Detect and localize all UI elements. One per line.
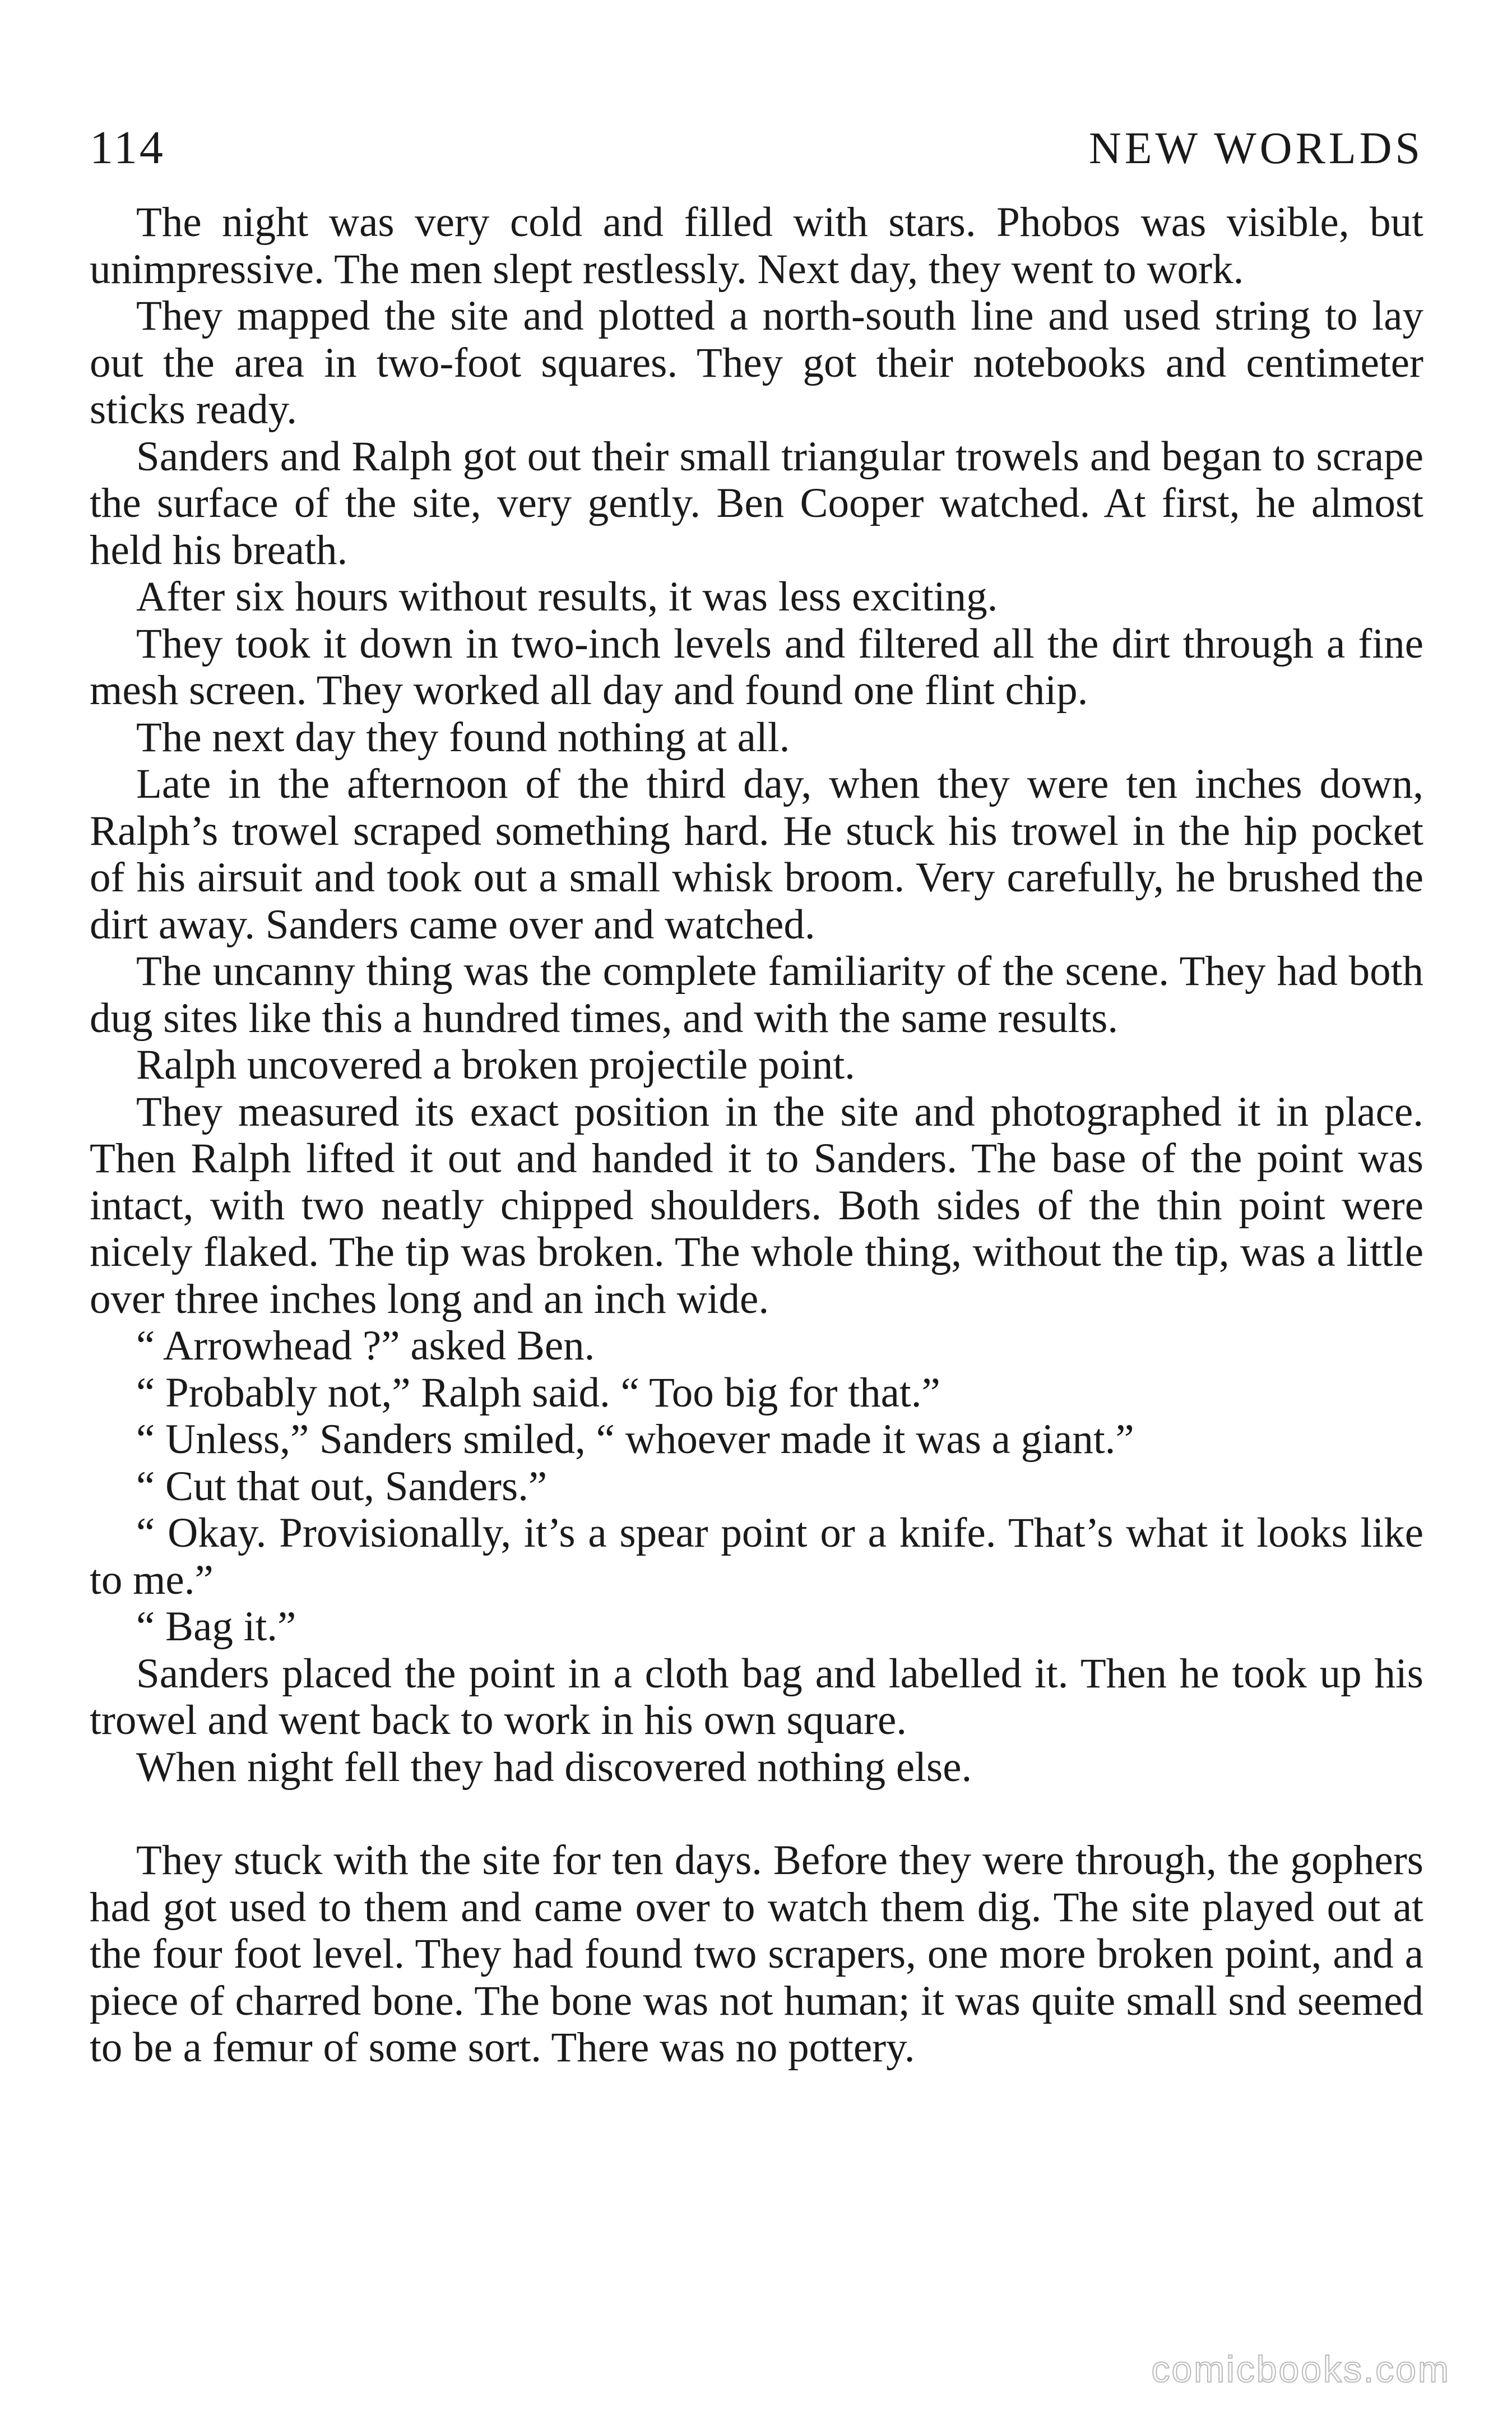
page-number: 114 <box>90 122 165 174</box>
paragraph: The next day they found nothing at all. <box>136 714 790 761</box>
paragraph: They measured its exact position in the site and photographed it in place. Then Ralph lifted it out and handed it to Sanders. The base of the point was intact, with two neatly chipped shoulders. Both sides of the thin point were nicely flaked. The tip was broken. The whole thing, without the tip, was a little over three inches long and an inch wide. <box>90 1088 1423 1322</box>
paragraph: The night was very cold and filled with stars. Phobos was visible, but unimpressive. The men slept restlessly. Next day, they went to work. <box>90 199 1423 293</box>
dialogue-line: “ Probably not,” Ralph said. “ Too big for that.” <box>136 1369 940 1416</box>
paragraph: Sanders placed the point in a cloth bag and labelled it. Then he took up his trowel and went back to work in his own square. <box>90 1650 1423 1743</box>
dialogue-line: “ Okay. Provisionally, it’s a spear point or a knife. That’s what it looks like to me.” <box>90 1510 1423 1603</box>
section-break <box>90 1791 1423 1837</box>
paragraph: The uncanny thing was the complete familiarity of the scene. They had both dug sites like this a hundred times, and with the same results. <box>90 948 1423 1042</box>
paragraph: They mapped the site and plotted a north-south line and used string to lay out the area in two-foot squares. They got their notebooks and centimeter sticks ready. <box>90 293 1423 433</box>
paragraph: Late in the afternoon of the third day, when they were ten inches down, Ralph’s trowel scraped something hard. He stuck his trowel in the hip pocket of his airsuit and took out a small whisk broom. Very carefully, he brushed the dirt away. Sanders came over and watched. <box>90 761 1423 948</box>
story-text <box>90 199 1423 2071</box>
dialogue-line: “ Unless,” Sanders smiled, “ whoever made it was a giant.” <box>136 1416 1134 1463</box>
paragraph: After six hours without results, it was less exciting. <box>136 573 998 620</box>
paragraph: Sanders and Ralph got out their small triangular trowels and began to scrape the surface of the site, very gently. Ben Cooper watched. At first, he almost held his breath. <box>90 433 1423 573</box>
page-header <box>90 121 1423 199</box>
book-page <box>90 121 1423 2071</box>
paragraph: They took it down in two-inch levels and filtered all the dirt through a fine mesh screen. They worked all day and found one flint chip. <box>90 620 1423 714</box>
dialogue-line: “ Arrowhead ?” asked Ben. <box>136 1322 595 1369</box>
paragraph: They stuck with the site for ten days. Before they were through, the gophers had got used to them and came over to watch them dig. The site played out at the four foot level. They had found two scrapers, one more broken point, and a piece of charred bone. The bone was not human; it was quite small snd seemed to be a femur of some sort. There was no pottery. <box>90 1837 1423 2071</box>
running-head: NEW WORLDS <box>1088 124 1423 173</box>
paragraph: When night fell they had discovered nothing else. <box>136 1743 972 1791</box>
dialogue-line: “ Cut that out, Sanders.” <box>136 1463 548 1510</box>
paragraph: Ralph uncovered a broken projectile point. <box>136 1042 855 1088</box>
site-watermark: comicbooks.com <box>1151 2348 1450 2390</box>
dialogue-line: “ Bag it.” <box>136 1603 296 1650</box>
